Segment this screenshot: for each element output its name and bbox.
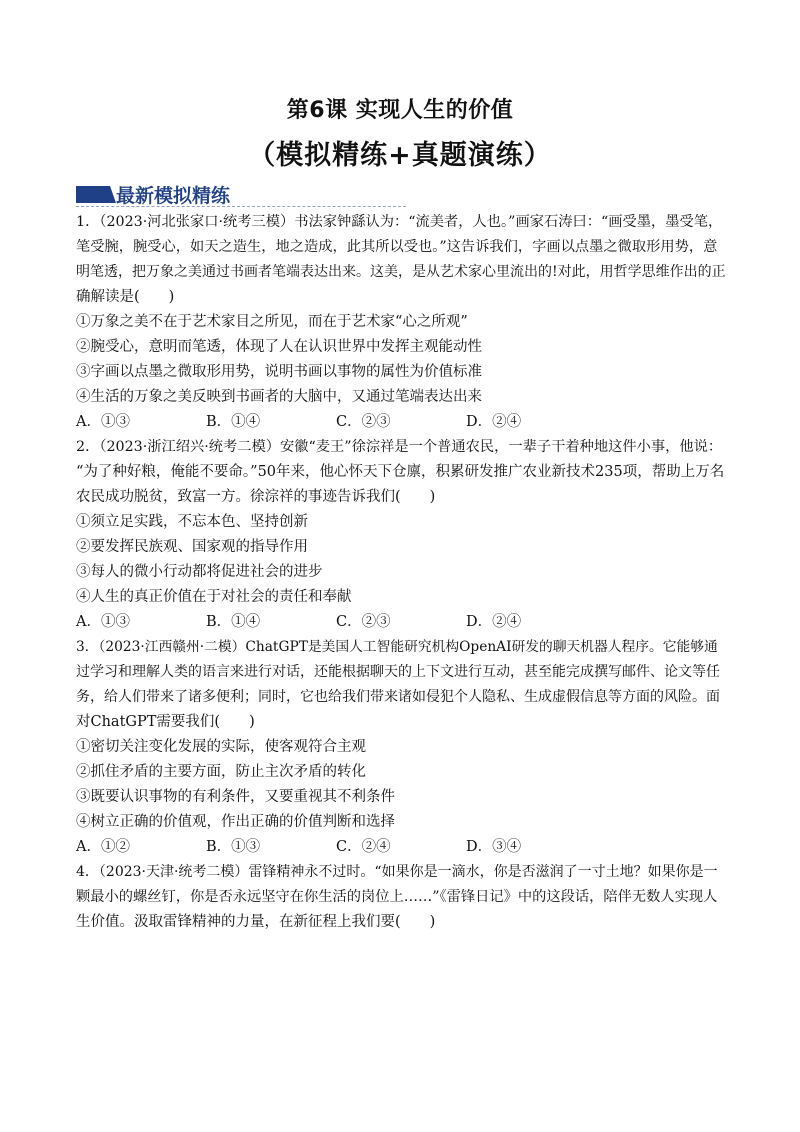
question-text-line: 4．（2023·天津·统考二模）雷锋精神永不过时。“如果你是一滴水，你是否滋润了一寸土地？如果你是一	[76, 864, 718, 880]
choice-a: A．①③	[76, 414, 130, 430]
statement-item: ④人生的真正价值在于对社会的责任和奉献	[76, 589, 352, 605]
question-text-line: 颗最小的螺丝钉，你是否永远坚守在你生活的岗位上……”《雷锋日记》中的这段话，陪伴无数人实现人	[76, 889, 718, 905]
section-label: 最新模拟精练	[116, 185, 231, 207]
choice-c: C．②③	[336, 414, 391, 430]
question-list	[76, 210, 726, 935]
answer-choices	[76, 835, 726, 860]
choice-b: B．①④	[206, 614, 261, 630]
choice-a: A．①②	[76, 839, 130, 855]
statement-item: ④生活的万象之美反映到书画者的大脑中，又通过笔端表达出来	[76, 389, 482, 405]
question-text-line: 1．（2023·河北张家口·统考三模）书法家钟繇认为：“流美者，人也。”画家石涛曰：“画受墨，墨受笔，	[76, 214, 723, 230]
question-text-line: 2．（2023·浙江绍兴·统考二模）安徽“麦王”徐淙祥是一个普通农民，一辈子干着种地这件小事，他说：	[76, 439, 723, 455]
question-text-line: 3．（2023·江西赣州·二模）ChatGPT是美国人工智能研究机构OpenAI研发的聊天机器人程序。它能够通	[76, 639, 718, 655]
statement-item: ①须立足实践，不忘本色、坚持创新	[76, 514, 308, 530]
statement-item: ③既要认识事物的有利条件，又要重视其不利条件	[76, 789, 395, 805]
statement-item: ②腕受心，意明而笔透，体现了人在认识世界中发挥主观能动性	[76, 339, 482, 355]
answer-choices	[76, 410, 726, 435]
choice-d: D．②④	[466, 414, 522, 430]
choice-b: B．①③	[206, 839, 261, 855]
question-text-line: 务，给人们带来了诸多便利；同时，它也给我们带来诸如侵犯个人隐私、生成虚假信息等方面的风险。面	[76, 689, 720, 705]
question-text-line: 农民成功脱贫，致富一方。徐淙祥的事迹告诉我们( )	[76, 489, 436, 505]
statement-item: ②抓住矛盾的主要方面，防止主次矛盾的转化	[76, 764, 366, 780]
statement-item: ①密切关注变化发展的实际，使客观符合主观	[76, 739, 366, 755]
section-bar-icon	[76, 186, 110, 203]
choice-b: B．①④	[206, 414, 261, 430]
statement-item: ②要发挥民族观、国家观的指导作用	[76, 539, 308, 555]
choice-c: C．②④	[336, 839, 391, 855]
page-title: 第6课 实现人生的价值	[286, 98, 514, 123]
page-subtitle: （模拟精练+真题演练）	[248, 140, 552, 171]
choice-d: D．②④	[466, 614, 522, 630]
question-4	[76, 860, 726, 935]
statement-item: ③字画以点墨之微取形用势，说明书画以事物的属性为价值标准	[76, 364, 482, 380]
question-text-line: 过学习和理解人类的语言来进行对话，还能根据聊天的上下文进行互动，甚至能完成撰写邮件、论文等任	[76, 664, 720, 680]
question-text-line: 确解读是( )	[76, 289, 175, 305]
statement-item: ③每人的微小行动都将促进社会的进步	[76, 564, 323, 580]
answer-choices	[76, 610, 726, 635]
question-text-line: 对ChatGPT需要我们( )	[76, 714, 255, 730]
statement-item: ④树立正确的价值观，作出正确的价值判断和选择	[76, 814, 395, 830]
choice-c: C．②③	[336, 614, 391, 630]
question-1	[76, 210, 726, 435]
question-text-line: 明笔透，把万象之美通过书画者笔端表达出来。这美，是从艺术家心里流出的!对此，用哲学思维作出的正	[76, 264, 726, 280]
choice-d: D．③④	[466, 839, 522, 855]
section-header	[76, 181, 406, 209]
question-text-line: 笔受腕，腕受心，如天之造生，地之造成，此其所以受也。”这告诉我们，字画以点墨之微取形用势，意	[76, 239, 718, 255]
section-divider	[76, 205, 406, 207]
question-text-line: “为了种好粮，俺能不要命。”50年来，他心怀天下仓廪，积累研发推广农业新技术235项，帮助上万名	[76, 464, 725, 480]
choice-a: A．①③	[76, 614, 130, 630]
question-3	[76, 635, 726, 860]
statement-item: ①万象之美不在于艺术家目之所见，而在于艺术家“心之所观”	[76, 314, 468, 330]
question-2	[76, 435, 726, 635]
question-text-line: 生价值。汲取雷锋精神的力量，在新征程上我们要( )	[76, 914, 436, 930]
